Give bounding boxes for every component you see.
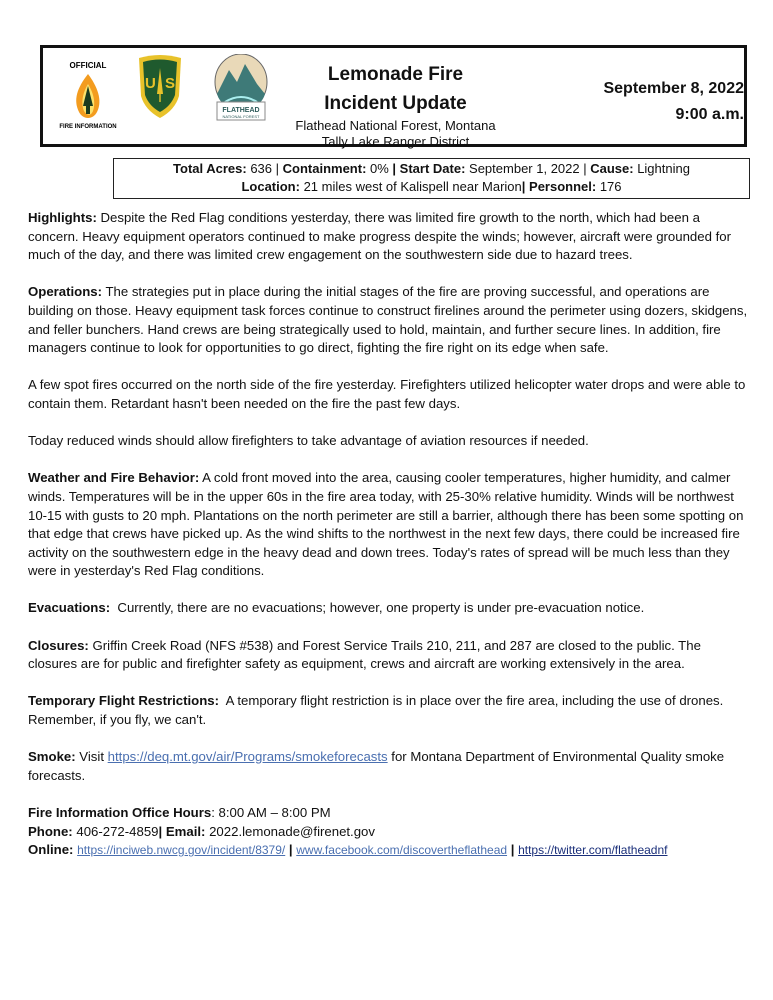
title-line1: Lemonade Fire bbox=[327, 64, 464, 85]
update-date: September 8, 2022 bbox=[603, 80, 744, 97]
date-block bbox=[603, 76, 744, 128]
separator: | bbox=[285, 842, 297, 858]
operations-paragraph bbox=[28, 283, 750, 357]
email-label: | Email: bbox=[158, 823, 206, 839]
highlights-text: Despite the Red Flag conditions yesterday, there was limited fire growth to the north, which had been a concern. Heavy equipment operators continued to make progress despite the winds; however, aircraft were grounded for much of the day, and there was limited crew engagement on the southwestern side due to hazard trees. bbox=[28, 210, 731, 263]
personnel-label: | Personnel: bbox=[521, 179, 597, 194]
phone-email bbox=[28, 823, 750, 842]
svg-text:U: U bbox=[145, 75, 156, 92]
subtitle-line2: Tally Lake Ranger District bbox=[321, 134, 470, 149]
operations-label: Operations: bbox=[28, 284, 103, 300]
containment-label: Containment: bbox=[282, 161, 367, 176]
evacuations-paragraph bbox=[28, 599, 750, 618]
phone-label: Phone: bbox=[28, 823, 73, 839]
closures-label: Closures: bbox=[28, 637, 89, 653]
smoke-label: Smoke: bbox=[28, 749, 76, 765]
personnel-value: 176 bbox=[596, 179, 622, 194]
update-body bbox=[28, 209, 750, 860]
location-label: Location: bbox=[241, 179, 300, 194]
evacuations-label: Evacuations: bbox=[28, 600, 111, 616]
title-line2: Incident Update bbox=[324, 93, 467, 114]
closures-text: Griffin Creek Road (NFS #538) and Forest Service Trails 210, 211, and 287 are closed to the public. The closures are for public and firefighter safety as equipment, crews and aircraft are working extensively in the area. bbox=[28, 637, 701, 672]
svg-text:NATIONAL FOREST: NATIONAL FOREST bbox=[222, 114, 260, 119]
highlights-label: Highlights: bbox=[28, 210, 97, 225]
acres-label: Total Acres: bbox=[173, 161, 247, 176]
weather-text: A cold front moved into the area, causing cooler temperatures, higher humidity, and calmer winds. Temperatures will be in the upper 60s in the fire area today, with 25-30% relative humidity. Winds will be northwest 10-15 with gusts to 20 mph. Plantations on the north perimeter are still a barrier, although there has been some spotting on that edge that crews have picked up. As the wind shifts to the northwest in the next few days, there could be increased fire activity on the southwestern edge in the heavy dead and down trees. Today's rates of spread will be much less than they were in yesterday's Red Flag conditions. bbox=[28, 470, 744, 579]
header-box bbox=[40, 45, 747, 147]
office-hours bbox=[28, 804, 750, 823]
official-fire-information-logo bbox=[57, 56, 119, 134]
svg-text:S: S bbox=[165, 75, 176, 92]
operations-text: The strategies put in place during the initial stages of the fire are proving successful, and operations are building on those. Heavy equipment task forces continue to construct firelines around the perimeter using dozers, skidgens, and feller bunchers. Hand crews are being strategically used to hold, maintain, and further secure lines. In addition, fire managers continue to look for opportunities to go direct, fighting the fire right on its edge when safe. bbox=[28, 284, 748, 356]
smoke-pre-text: Visit bbox=[75, 749, 108, 765]
contact-info bbox=[28, 804, 750, 860]
title-block bbox=[288, 60, 503, 150]
closures-paragraph bbox=[28, 637, 750, 674]
online-links bbox=[28, 841, 750, 860]
smoke-forecast-link[interactable]: https://deq.mt.gov/air/Programs/smokeforecasts bbox=[107, 749, 388, 765]
summary-line1 bbox=[114, 160, 749, 178]
inciweb-link[interactable]: https://inciweb.nwcg.gov/incident/8379/ bbox=[77, 843, 286, 858]
separator: | bbox=[507, 842, 519, 858]
svg-text:FLATHEAD: FLATHEAD bbox=[222, 107, 260, 114]
location-value: 21 miles west of Kalispell near Marion bbox=[299, 179, 522, 194]
weather-paragraph bbox=[28, 469, 750, 581]
svg-text:OFFICIAL: OFFICIAL bbox=[69, 61, 107, 70]
tfr-paragraph bbox=[28, 692, 750, 729]
acres-value: 636 | bbox=[246, 161, 283, 176]
email-value: 2022.lemonade@firenet.gov bbox=[205, 823, 375, 839]
flathead-national-forest-logo bbox=[211, 54, 271, 124]
winds-paragraph: Today reduced winds should allow firefighters to take advantage of aviation resources if needed. bbox=[28, 433, 589, 449]
start-date-value: September 1, 2022 | bbox=[465, 161, 591, 176]
hours-label: Fire Information Office Hours bbox=[28, 805, 212, 820]
subtitle-line1: Flathead National Forest, Montana bbox=[295, 118, 496, 133]
spot-fires-paragraph: A few spot fires occurred on the north side of the fire yesterday. Firefighters utilized helicopter water drops and were able to contain them. Retardant hasn't been needed on the fire the past few days. bbox=[28, 377, 746, 411]
hours-value: : 8:00 AM – 8:00 PM bbox=[211, 805, 331, 820]
tfr-text: A temporary flight restriction is in place over the fire area, including the use of drones. Remember, if you fly, we can't. bbox=[28, 693, 727, 728]
evacuations-text: Currently, there are no evacuations; however, one property is under pre-evacuation notice. bbox=[110, 600, 645, 616]
containment-value: 0% bbox=[366, 161, 393, 176]
phone-value: 406-272-4859 bbox=[72, 823, 159, 839]
twitter-link[interactable]: https://twitter.com/flatheadnf bbox=[518, 843, 668, 858]
cause-label: Cause: bbox=[590, 161, 634, 176]
facebook-link[interactable]: www.facebook.com/discovertheflathead bbox=[296, 843, 508, 858]
online-label: Online: bbox=[28, 842, 74, 858]
summary-line2 bbox=[114, 178, 749, 196]
cause-value: Lightning bbox=[633, 161, 690, 176]
tfr-label: Temporary Flight Restrictions: bbox=[28, 693, 219, 709]
weather-label: Weather and Fire Behavior: bbox=[28, 470, 200, 486]
start-date-label: | Start Date: bbox=[392, 161, 466, 176]
smoke-post-text: for Montana Department of Environmental Quality smoke forecasts. bbox=[28, 749, 725, 783]
forest-service-logo bbox=[135, 54, 185, 120]
summary-box bbox=[113, 158, 750, 199]
update-time: 9:00 a.m. bbox=[675, 106, 744, 123]
highlights-paragraph bbox=[28, 209, 750, 265]
svg-text:FIRE INFORMATION: FIRE INFORMATION bbox=[59, 124, 117, 130]
smoke-paragraph bbox=[28, 748, 750, 785]
